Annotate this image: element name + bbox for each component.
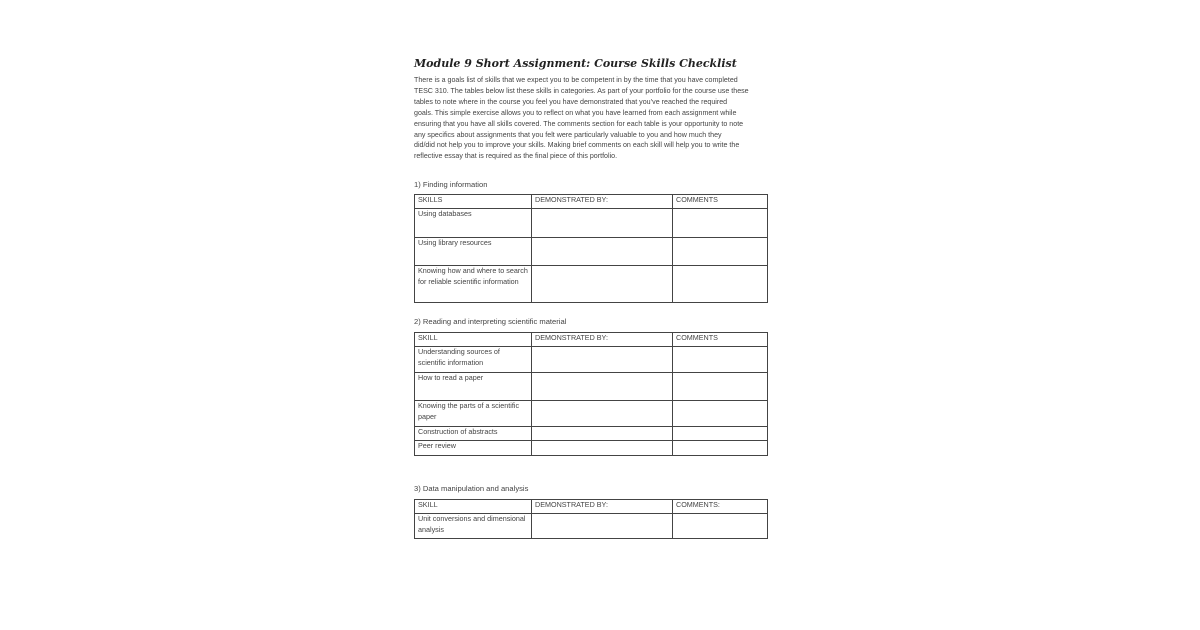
section-data-manipulation <box>414 484 720 534</box>
skill-cell: Using library resources <box>415 238 532 266</box>
comments-cell[interactable] <box>673 427 768 441</box>
table-row <box>415 373 768 401</box>
comments-cell[interactable] <box>673 266 768 303</box>
skills-table <box>414 499 768 539</box>
intro-line: tables to note where in the course you feel you have demonstrated that you’ve reached the required <box>414 97 728 106</box>
section-finding-information <box>414 180 718 286</box>
table-header-row <box>415 195 768 209</box>
section-title: 1) Finding information <box>414 180 488 189</box>
header-cell: DEMONSTRATED BY: <box>532 195 673 209</box>
table-row <box>415 441 768 456</box>
intro-line: ensuring that you have all skills covered. The comments section for each table is your opportunity to note <box>414 119 744 128</box>
header-cell: SKILL <box>415 500 532 514</box>
skill-cell: How to read a paper <box>415 373 532 401</box>
table-row <box>415 347 768 373</box>
intro-line: any specifics about assignments that you felt were particularly valuable to you and how much they <box>414 130 722 139</box>
comments-cell[interactable] <box>673 238 768 266</box>
skill-cell: Knowing how and where to search for reliable scientific information <box>415 266 532 303</box>
header-cell: DEMONSTRATED BY: <box>532 333 673 347</box>
demonstrated-cell[interactable] <box>532 347 673 373</box>
header-cell: SKILLS <box>415 195 532 209</box>
skill-cell: Peer review <box>415 441 532 456</box>
header-cell: SKILL <box>415 333 532 347</box>
demonstrated-cell[interactable] <box>532 441 673 456</box>
table-row <box>415 238 768 266</box>
table-header-row <box>415 333 768 347</box>
section-reading-interpreting <box>414 317 718 450</box>
demonstrated-cell[interactable] <box>532 209 673 238</box>
skills-table <box>414 332 768 456</box>
table-row <box>415 209 768 238</box>
comments-cell[interactable] <box>673 209 768 238</box>
demonstrated-cell[interactable] <box>532 401 673 427</box>
comments-cell[interactable] <box>673 401 768 427</box>
intro-line: did/did not help you to improve your skills. Making brief comments on each skill will help you to write the <box>414 141 740 150</box>
table-row <box>415 401 768 427</box>
table-header-row <box>415 500 768 514</box>
intro-line: reflective essay that is required as the final piece of this portfolio. <box>414 152 618 161</box>
demonstrated-cell[interactable] <box>532 373 673 401</box>
document-title: Module 9 Short Assignment: Course Skills Checklist <box>414 57 737 70</box>
intro-line: There is a goals list of skills that we expect you to be competent in by the time that you have completed <box>414 76 738 84</box>
skill-cell: Using databases <box>415 209 532 238</box>
header-cell: DEMONSTRATED BY: <box>532 500 673 514</box>
document-page <box>414 57 794 534</box>
comments-cell[interactable] <box>673 441 768 456</box>
intro-line: TESC 310. The tables below list these skills in categories. As part of your portfolio for the course use these <box>414 86 749 95</box>
skill-cell: Knowing the parts of a scientific paper <box>415 401 532 427</box>
table-row <box>415 266 768 303</box>
demonstrated-cell[interactable] <box>532 266 673 303</box>
table-row <box>415 514 768 539</box>
table-row <box>415 427 768 441</box>
demonstrated-cell[interactable] <box>532 238 673 266</box>
header-cell: COMMENTS <box>673 195 768 209</box>
intro-line: goals. This simple exercise allows you to reflect on what you have learned from each assignment while <box>414 108 737 117</box>
skill-cell: Understanding sources of scientific information <box>415 347 532 373</box>
skill-cell: Construction of abstracts <box>415 427 532 441</box>
comments-cell[interactable] <box>673 373 768 401</box>
header-cell: COMMENTS <box>673 333 768 347</box>
header-cell: COMMENTS: <box>673 500 768 514</box>
intro-paragraph <box>414 75 790 162</box>
section-title: 2) Reading and interpreting scientific material <box>414 317 567 326</box>
comments-cell[interactable] <box>673 514 768 539</box>
skill-cell: Unit conversions and dimensional analysis <box>415 514 532 539</box>
demonstrated-cell[interactable] <box>532 514 673 539</box>
comments-cell[interactable] <box>673 347 768 373</box>
skills-table <box>414 194 768 303</box>
demonstrated-cell[interactable] <box>532 427 673 441</box>
section-title: 3) Data manipulation and analysis <box>414 484 529 493</box>
